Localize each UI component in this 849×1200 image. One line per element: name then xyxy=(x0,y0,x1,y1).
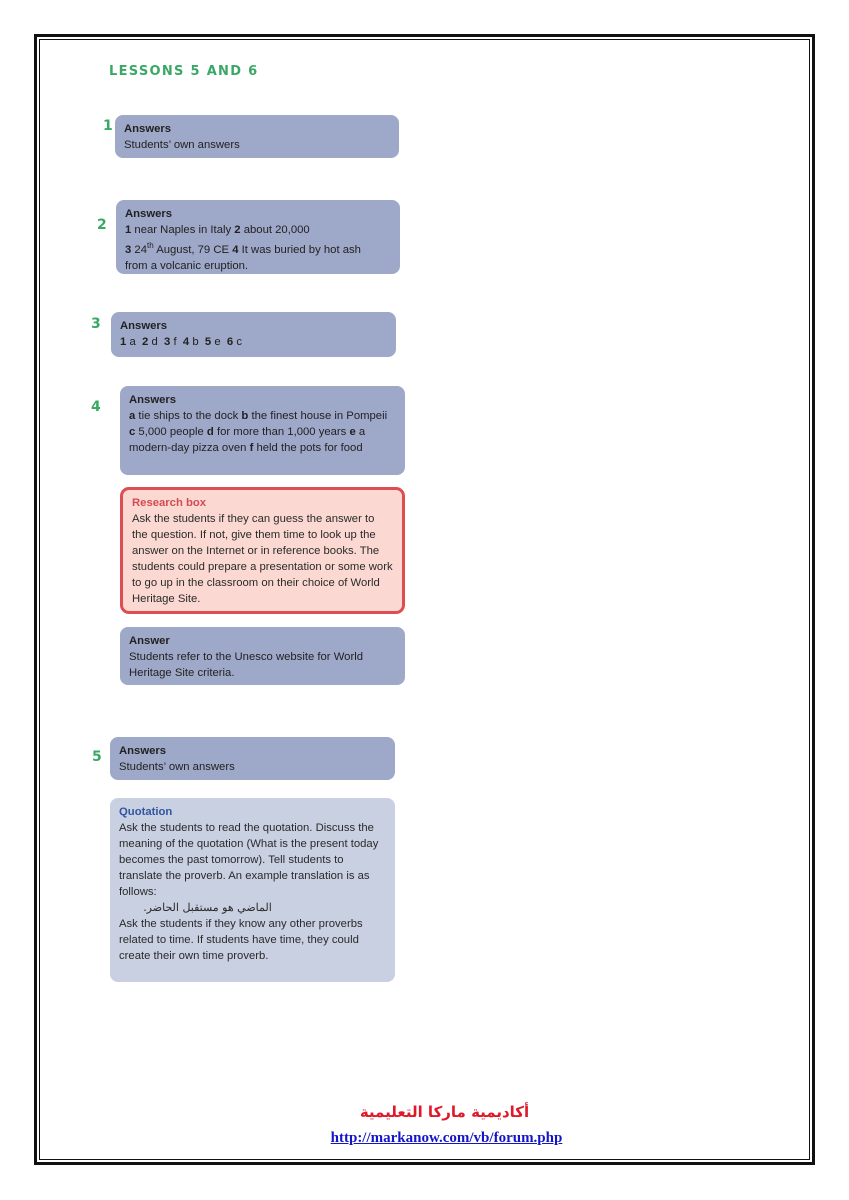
answer-letter: c xyxy=(236,336,243,348)
footer-academy-name: أكاديمية ماركا التعليمية xyxy=(359,1103,530,1121)
research-box-text: Ask the students if they can guess the answer to the question. If not, give them time to look up the answer on the Internet or in reference books. The students could prepare a presentation or some work to go up in the classroom on their choice of World Heritage Site. xyxy=(132,513,393,605)
section-number-2: 2 xyxy=(97,217,107,233)
answer-number: 3 xyxy=(164,336,171,348)
answers-line-2 xyxy=(125,238,391,258)
answer-key: c xyxy=(129,426,136,438)
section-number-3: 3 xyxy=(91,316,101,332)
answer-text: August, 79 CE xyxy=(153,243,233,256)
answer-letter: f xyxy=(173,336,177,348)
answer-text: 5,000 people xyxy=(135,426,207,438)
answer-key: f xyxy=(249,442,254,454)
superscript: th xyxy=(147,241,154,250)
answer-number: 4 xyxy=(182,336,190,348)
answer-key: a xyxy=(129,410,136,422)
answers-line-1 xyxy=(125,222,391,238)
page-heading: LESSONS 5 AND 6 xyxy=(109,64,259,79)
answers-line-3: from a volcanic eruption. xyxy=(125,259,249,272)
quotation-box xyxy=(110,798,395,982)
answer-letter: e xyxy=(214,336,221,348)
answer-text: about 20,000 xyxy=(240,224,310,236)
answers-text xyxy=(129,408,396,456)
answer-number: 4 xyxy=(232,243,239,256)
answer-number: 1 xyxy=(125,224,132,236)
answer-number: 6 xyxy=(226,336,234,348)
answer-number: 1 xyxy=(120,336,127,348)
answers-box-2 xyxy=(116,200,400,274)
answers-box-1 xyxy=(115,115,399,158)
answer-number: 2 xyxy=(234,224,241,236)
quotation-title: Quotation xyxy=(119,806,173,818)
answer-text: Students refer to the Unesco website for World Heritage Site criteria. xyxy=(129,651,364,679)
answer-text: near Naples in Italy xyxy=(131,224,235,236)
answer-text: for more than 1,000 years xyxy=(213,426,350,438)
answer-number: 3 xyxy=(125,243,132,256)
quotation-text-1: Ask the students to read the quotation. Discuss the meaning of the quotation (What is the present today becomes the past tomorrow). Tell students to translate the proverb. An example translation is as follows: xyxy=(119,822,379,898)
answer-text: the finest house in Pompeii xyxy=(248,410,388,422)
quotation-text-2: Ask the students if they know any other proverbs related to time. If students have time, they could create their own time proverb. xyxy=(119,918,363,962)
answers-text: Students’ own answers xyxy=(119,761,235,773)
answer-letter: a xyxy=(129,336,136,348)
answer-text: 24 xyxy=(131,243,148,256)
answer-letter: b xyxy=(192,336,199,348)
answers-title: Answers xyxy=(119,745,167,757)
research-box-title: Research box xyxy=(132,497,207,509)
answer-text: held the pots for food xyxy=(253,442,363,454)
quotation-arabic-proverb: الماضي هو مستقبل الحاضر. xyxy=(143,901,272,914)
answer-box-4b xyxy=(120,627,405,685)
footer-forum-link[interactable]: http://markanow.com/vb/forum.php xyxy=(330,1130,563,1146)
answer-text: It was buried by hot ash xyxy=(238,243,361,256)
answer-text: a modern-day pizza oven xyxy=(129,426,366,454)
answer-number: 2 xyxy=(142,336,149,348)
research-box xyxy=(120,487,405,614)
answers-title: Answers xyxy=(129,394,177,406)
answer-letter: d xyxy=(151,336,158,348)
answers-box-4 xyxy=(120,386,405,475)
answers-title: Answers xyxy=(124,123,172,135)
answers-text: Students’ own answers xyxy=(124,139,240,151)
section-number-5: 5 xyxy=(92,749,102,765)
answer-key: e xyxy=(349,426,356,438)
answers-box-5 xyxy=(110,737,395,780)
answers-title: Answers xyxy=(120,320,168,332)
answers-match-list xyxy=(120,334,387,350)
answer-number: 5 xyxy=(204,336,212,348)
answer-title: Answer xyxy=(129,635,170,647)
answers-box-3 xyxy=(111,312,396,357)
section-number-4: 4 xyxy=(91,399,101,415)
answer-key: b xyxy=(241,410,249,422)
answer-key: d xyxy=(206,426,214,438)
answers-title: Answers xyxy=(125,208,173,220)
answer-text: tie ships to the dock xyxy=(135,410,242,422)
section-number-1: 1 xyxy=(103,118,113,134)
